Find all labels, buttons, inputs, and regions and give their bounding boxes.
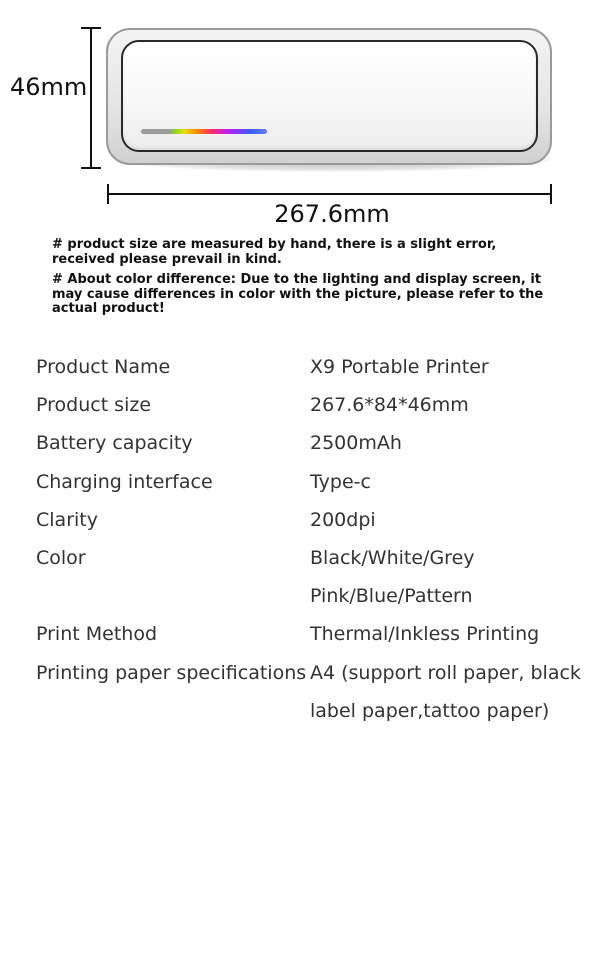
spec-value [310, 463, 592, 501]
disclaimer-notes [52, 238, 552, 323]
spec-label: Charging interface [36, 470, 213, 493]
spec-value-line: Pink/Blue/Pattern [310, 585, 473, 608]
spec-value-line: Thermal/Inkless Printing [310, 623, 540, 646]
height-dimension-label: 46mm [10, 73, 88, 101]
height-dimension-cap-bottom [81, 167, 101, 169]
spec-row [36, 424, 592, 462]
spec-value [310, 424, 592, 462]
spec-label: Clarity [36, 508, 98, 531]
spec-value-line: X9 Portable Printer [310, 356, 489, 378]
spec-value-line: 2500mAh [310, 432, 402, 455]
spec-value-line: Black/White/Grey [310, 547, 475, 570]
spec-value [310, 386, 592, 424]
spec-value [310, 501, 592, 539]
spec-value [310, 654, 592, 730]
spec-row [36, 386, 592, 424]
spec-row [36, 615, 592, 653]
spec-row [36, 463, 592, 501]
spec-value-line: label paper,tattoo paper) [310, 699, 550, 722]
spec-row [36, 654, 592, 730]
width-dimension-label: 267.6mm [274, 200, 390, 228]
printer-rgb-light-strip [141, 129, 267, 134]
spec-label: Print Method [36, 623, 158, 646]
spec-row [36, 348, 592, 386]
spec-label: Color [36, 547, 86, 570]
spec-label: Battery capacity [36, 432, 193, 455]
spec-value-line: Type-c [310, 470, 371, 493]
spec-value [310, 539, 592, 615]
spec-label: Product size [36, 394, 152, 417]
height-dimension-line [90, 28, 92, 169]
spec-value-line: 267.6*84*46mm [310, 394, 469, 417]
spec-label: Product Name [36, 356, 171, 378]
spec-table [36, 348, 592, 730]
product-dimension-figure [0, 0, 596, 232]
spec-value [310, 615, 592, 653]
color-difference-note: # About color difference: Due to the lighting and display screen, it may cause differences in color with the picture, please refer to the actual product! [52, 272, 544, 316]
spec-value [310, 348, 592, 386]
spec-label: Printing paper specifications [36, 661, 307, 684]
spec-value-line: A4 (support roll paper, black [310, 661, 581, 684]
spec-row [36, 501, 592, 539]
spec-value-line: 200dpi [310, 508, 376, 531]
spec-row [36, 539, 592, 615]
width-dimension-line [108, 193, 552, 195]
size-measurement-note: # product size are measured by hand, there is a slight error, received please prevail in kind. [52, 237, 497, 267]
printer-front-panel [121, 40, 538, 152]
